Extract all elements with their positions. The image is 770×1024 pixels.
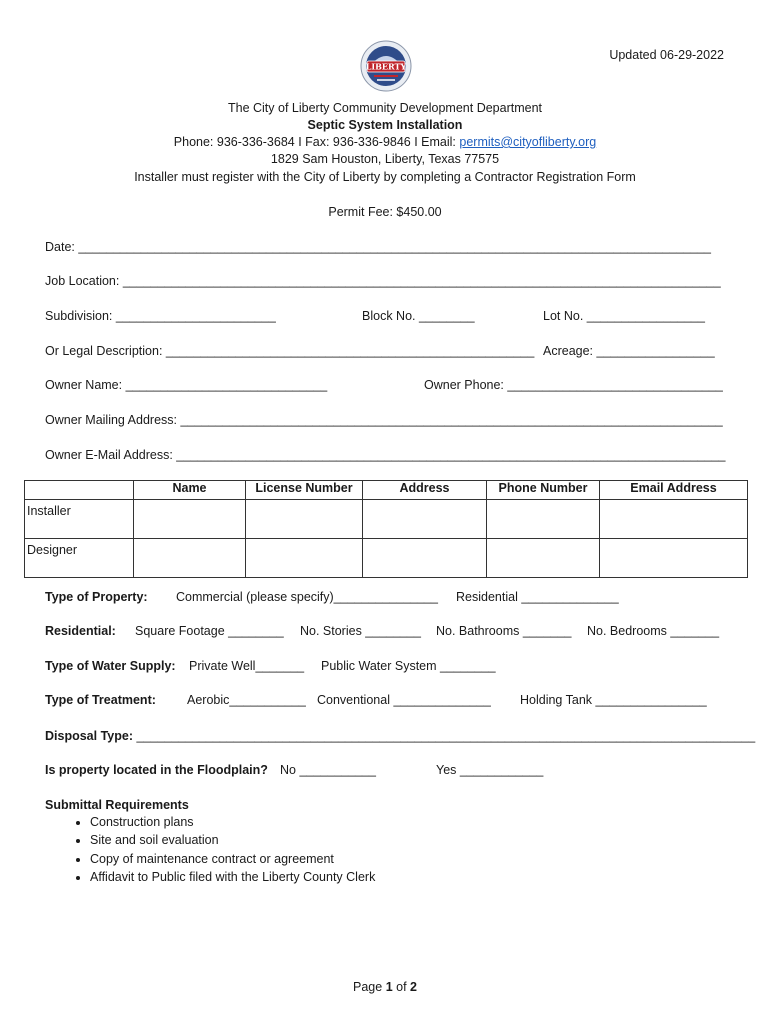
logo-text: LIBERTY [365, 61, 407, 72]
legal-description-field[interactable]: Or Legal Description: _____________________________________________________ [45, 344, 535, 358]
public-water-field[interactable]: Public Water System ________ [321, 659, 496, 673]
date-field[interactable]: Date: ___________________________________________________________________________________________ [45, 240, 711, 254]
water-supply-label: Type of Water Supply: [45, 659, 176, 673]
treatment-label: Type of Treatment: [45, 693, 156, 707]
floodplain-label: Is property located in the Floodplain? [45, 763, 268, 777]
table-header-phone: Phone Number [487, 481, 600, 500]
residential-field[interactable]: Residential ______________ [456, 590, 619, 604]
address-line: 1829 Sam Houston, Liberty, Texas 77575 [270, 152, 500, 166]
block-field[interactable]: Block No. ________ [362, 309, 475, 323]
page-total: 2 [410, 980, 417, 994]
subdivision-field[interactable]: Subdivision: _______________________ [45, 309, 276, 323]
designer-address-cell[interactable] [363, 539, 487, 578]
lot-field[interactable]: Lot No. _________________ [543, 309, 705, 323]
page-number [0, 980, 770, 994]
table-row [25, 500, 748, 539]
floodplain-yes-field[interactable]: Yes ____________ [436, 763, 544, 777]
bedrooms-field[interactable]: No. Bedrooms _______ [587, 624, 720, 638]
commercial-field[interactable]: Commercial (please specify)_______________ [176, 590, 438, 604]
email-link[interactable]: permits@cityofliberty.org [459, 135, 597, 149]
designer-email-cell[interactable] [600, 539, 748, 578]
installer-phone-cell[interactable] [487, 500, 600, 539]
row-label-installer: Installer [25, 500, 134, 539]
disposal-type-label: Disposal Type: [45, 729, 133, 743]
job-location-field[interactable]: Job Location: ______________________________________________________________________________________ [45, 274, 721, 288]
form-title: Septic System Installation [307, 118, 463, 132]
disposal-type-row [45, 729, 755, 743]
table-row [25, 539, 748, 578]
designer-phone-cell[interactable] [487, 539, 600, 578]
table-header-blank [25, 481, 134, 500]
submittal-heading: Submittal Requirements [45, 798, 189, 812]
installer-license-cell[interactable] [246, 500, 363, 539]
row-label-designer: Designer [25, 539, 134, 578]
holding-tank-field[interactable]: Holding Tank ________________ [520, 693, 707, 707]
contact-phone-fax: Phone: 936-336-3684 I Fax: 936-336-9846 I Email: [173, 135, 460, 149]
owner-name-field[interactable]: Owner Name: _____________________________ [45, 378, 328, 392]
installer-email-cell[interactable] [600, 500, 748, 539]
contact-line [0, 135, 770, 149]
owner-email-field[interactable]: Owner E-Mail Address: _______________________________________________________________________________ [45, 448, 726, 462]
page-of: of [392, 980, 411, 994]
installer-name-cell[interactable] [134, 500, 246, 539]
table-header-name: Name [134, 481, 246, 500]
list-item: • Construction plans [90, 813, 375, 831]
owner-phone-field[interactable]: Owner Phone: _______________________________ [424, 378, 723, 392]
designer-name-cell[interactable] [134, 539, 246, 578]
owner-mailing-address-field[interactable]: Owner Mailing Address: ______________________________________________________________________________ [45, 413, 723, 427]
permit-fee: Permit Fee: $450.00 [328, 205, 442, 219]
page-prefix: Page [353, 980, 386, 994]
table-header-license: License Number [246, 481, 363, 500]
designer-license-cell[interactable] [246, 539, 363, 578]
registration-notice: Installer must register with the City of Liberty by completing a Contractor Registration Form [134, 170, 636, 184]
acreage-field[interactable]: Acreage: _________________ [543, 344, 715, 358]
table-header-address: Address [363, 481, 487, 500]
type-of-property-label: Type of Property: [45, 590, 148, 604]
stories-field[interactable]: No. Stories ________ [300, 624, 421, 638]
contractor-table [24, 480, 748, 578]
private-well-field[interactable]: Private Well_______ [189, 659, 305, 673]
disposal-type-field[interactable]: _________________________________________________________________________________________ [136, 729, 756, 743]
installer-address-cell[interactable] [363, 500, 487, 539]
department-name: The City of Liberty Community Development Department [227, 101, 542, 115]
submittal-list [48, 813, 375, 886]
conventional-field[interactable]: Conventional ______________ [317, 693, 491, 707]
aerobic-field[interactable]: Aerobic___________ [187, 693, 306, 707]
table-header-email: Email Address [600, 481, 748, 500]
city-of-liberty-logo [360, 40, 412, 92]
square-footage-field[interactable]: Square Footage ________ [135, 624, 284, 638]
updated-date: Updated 06-29-2022 [609, 48, 724, 62]
floodplain-no-field[interactable]: No ___________ [280, 763, 376, 777]
list-item: • Site and soil evaluation [90, 831, 375, 849]
list-item: • Affidavit to Public filed with the Liberty County Clerk [90, 868, 375, 886]
table-header-row [25, 481, 748, 500]
bathrooms-field[interactable]: No. Bathrooms _______ [436, 624, 572, 638]
residential-label: Residential: [45, 624, 116, 638]
list-item: • Copy of maintenance contract or agreement [90, 850, 375, 868]
page-current: 1 [385, 980, 393, 994]
